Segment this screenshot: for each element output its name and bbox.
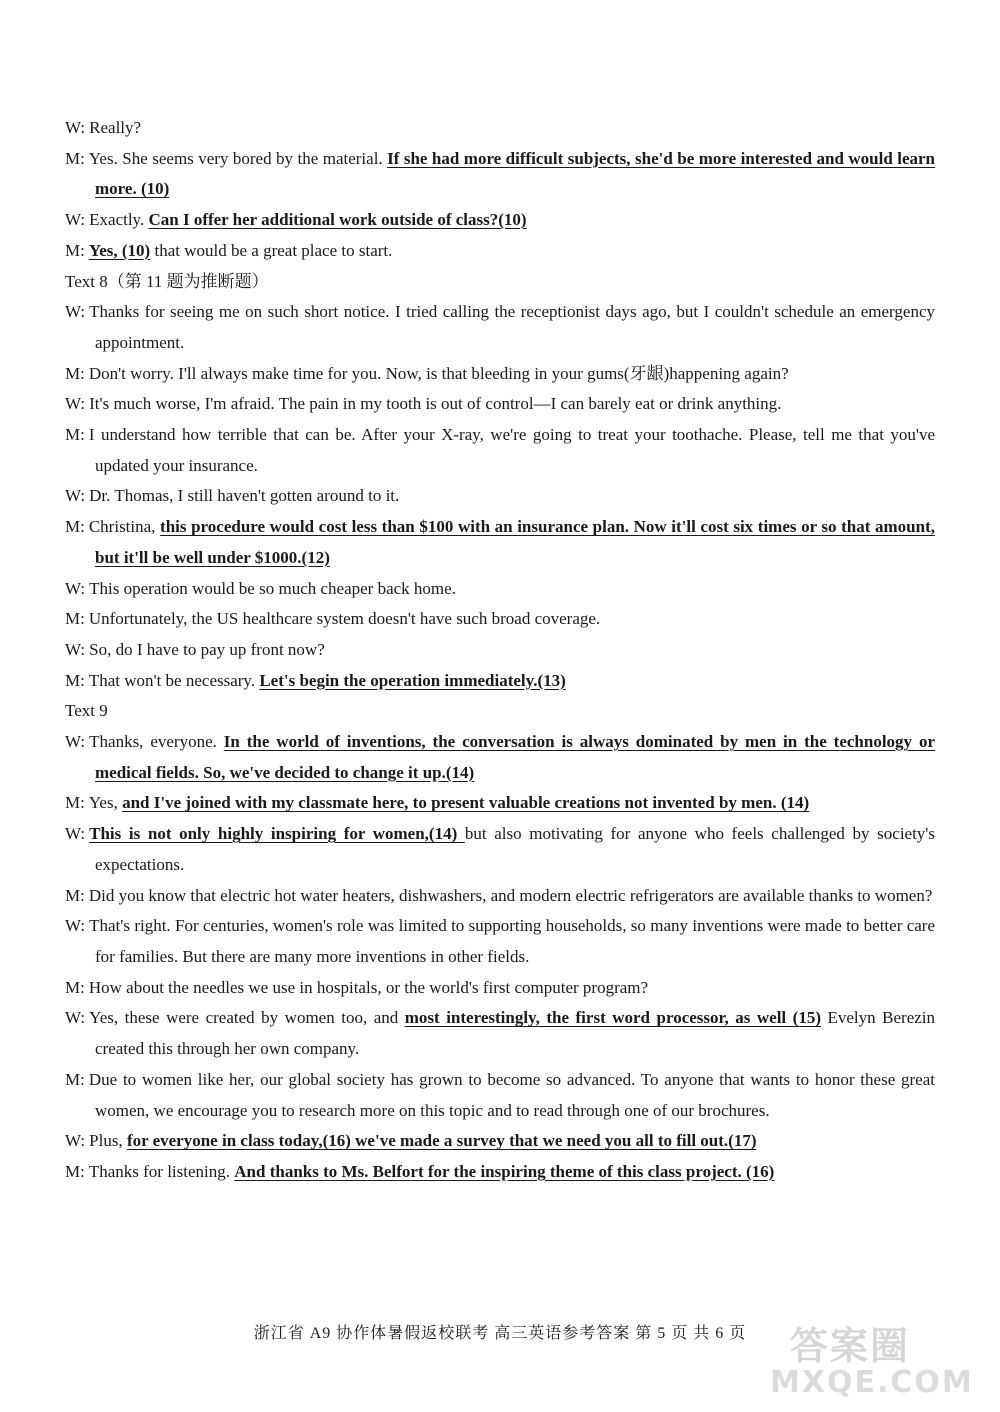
- speaker-label: W:: [65, 1131, 86, 1151]
- dialogue-text: Text 9: [65, 701, 108, 721]
- dialogue-text: Really?: [89, 118, 142, 137]
- dialogue-line: [65, 236, 935, 267]
- dialogue-text: Exactly.: [89, 210, 149, 230]
- speaker-label: M:: [65, 885, 85, 905]
- dialogue-text: but also motivating for anyone who feels challenged by society's expectations.: [95, 824, 935, 874]
- dialogue-line: [65, 297, 935, 358]
- speaker-label: W:: [65, 578, 86, 598]
- watermark-logo: [770, 1315, 980, 1410]
- speaker-label: W:: [65, 394, 86, 414]
- dialogue-text: So, do I have to pay up front now?: [89, 639, 325, 659]
- dialogue-line: [65, 1065, 935, 1126]
- speaker-label: M:: [65, 1161, 85, 1181]
- dialogue-text: Plus,: [89, 1131, 127, 1151]
- answer-key-text: and I've joined with my classmate here, to present valuable creations not invented by men. (14): [122, 793, 810, 813]
- answer-key-text: If she had more difficult subjects, she'd be more interested and would learn more. (10): [95, 148, 935, 199]
- dialogue-text: Due to women like her, our global society has grown to become so advanced. To anyone that wants to honor these great women, we encourage you to research more on this topic and to read through one of our brochures.: [88, 1069, 935, 1120]
- dialogue-text: Don't worry. I'll always make time for you. Now, is that bleeding in your gums(牙龈)happening again?: [88, 363, 789, 383]
- speaker-label: M:: [65, 1069, 85, 1089]
- answer-key-text: Can I offer her additional work outside of class?(10): [148, 210, 527, 230]
- speaker-label: M:: [65, 363, 85, 383]
- section-heading: [65, 267, 935, 298]
- dialogue-text: Yes. She seems very bored by the material.: [88, 148, 388, 168]
- speaker-label: M:: [65, 148, 85, 168]
- dialogue-line: [65, 113, 935, 144]
- dialogue-line: [65, 819, 935, 880]
- dialogue-line: [65, 389, 935, 420]
- dialogue-text: Text 8（第 11 题为推断题）: [65, 271, 269, 291]
- dialogue-text: Yes,: [88, 793, 123, 813]
- dialogue-line: [65, 788, 935, 819]
- dialogue-text: Thanks, everyone.: [89, 732, 224, 752]
- dialogue-text: How about the needles we use in hospitals, or the world's first computer program?: [88, 977, 649, 997]
- speaker-label: M:: [65, 609, 85, 629]
- answer-key-text: this procedure would cost less than $100 with an insurance plan. Now it'll cost six times or so that amount, but it'll be well under $1000.(12): [95, 517, 935, 567]
- dialogue-text: Thanks for listening.: [88, 1161, 235, 1181]
- answer-key-text: Let's begin the operation immediately.(13): [259, 670, 566, 690]
- answer-key-text: And thanks to Ms. Belfort for the inspiring theme of this class project. (16): [234, 1161, 775, 1181]
- speaker-label: W:: [65, 486, 86, 506]
- watermark-top: 答案圈: [790, 1324, 911, 1368]
- dialogue-line: [65, 881, 935, 912]
- dialogue-text: Did you know that electric hot water heaters, dishwashers, and modern electric refrigerators are available thanks to women?: [88, 885, 933, 905]
- dialogue-line: [65, 481, 935, 512]
- dialogue-text: Evelyn Berezin created this through her own company.: [95, 1008, 936, 1059]
- dialogue-line: [65, 359, 935, 390]
- section-heading: [65, 696, 935, 727]
- dialogue-line: [65, 911, 935, 972]
- dialogue-line: [65, 666, 935, 697]
- speaker-label: W:: [65, 1008, 86, 1028]
- speaker-label: W:: [65, 302, 86, 322]
- dialogue-line: [65, 1157, 935, 1188]
- dialogue-line: [65, 1126, 935, 1157]
- dialogue-text: that would be a great place to start.: [150, 240, 393, 260]
- speaker-label: M:: [65, 670, 85, 690]
- document-body: [65, 113, 935, 1188]
- dialogue-line: [65, 512, 935, 573]
- dialogue-line: [65, 635, 935, 666]
- dialogue-line: [65, 973, 935, 1004]
- answer-key-text: for everyone in class today,(16) we've made a survey that we need you all to fill out.(17): [126, 1131, 757, 1151]
- page-footer: 浙江省 A9 协作体暑假返校联考 高三英语参考答案 第 5 页 共 6 页: [253, 1325, 747, 1342]
- speaker-label: W:: [65, 732, 86, 752]
- dialogue-line: [65, 1003, 935, 1064]
- dialogue-line: [65, 574, 935, 605]
- dialogue-line: [65, 420, 935, 481]
- dialogue-text: That won't be necessary.: [88, 670, 260, 690]
- watermark-bottom: MXQE.COM: [770, 1365, 974, 1400]
- dialogue-text: Thanks for seeing me on such short notice. I tried calling the receptionist days ago, but I couldn't schedule an emergency appointment.: [89, 302, 935, 352]
- speaker-label: W:: [65, 118, 86, 137]
- dialogue-line: [65, 604, 935, 635]
- dialogue-line: [65, 144, 935, 205]
- answer-key-text: Yes, (10): [88, 240, 151, 260]
- answer-key-text: most interestingly, the first word processor, as well (15): [404, 1008, 821, 1028]
- speaker-label: M:: [65, 977, 85, 997]
- dialogue-line: [65, 727, 935, 788]
- speaker-label: W:: [65, 916, 86, 936]
- dialogue-text: That's right. For centuries, women's role was limited to supporting households, so many inventions were made to better care for families. But there are many more inventions in other fields.: [89, 916, 935, 966]
- dialogue-text: This operation would be so much cheaper back home.: [89, 578, 456, 598]
- speaker-label: M:: [65, 425, 85, 445]
- dialogue-text: Christina,: [88, 517, 161, 537]
- dialogue-text: Unfortunately, the US healthcare system doesn't have such broad coverage.: [88, 609, 601, 629]
- speaker-label: W:: [65, 210, 86, 230]
- dialogue-text: It's much worse, I'm afraid. The pain in my tooth is out of control—I can barely eat or drink anything.: [89, 394, 782, 414]
- speaker-label: M:: [65, 240, 85, 260]
- speaker-label: W:: [65, 639, 86, 659]
- speaker-label: W:: [65, 824, 86, 844]
- dialogue-line: [65, 205, 935, 236]
- dialogue-text: I understand how terrible that can be. After your X-ray, we're going to treat your toothache. Please, tell me that you've updated your insurance.: [88, 425, 935, 475]
- dialogue-text: Dr. Thomas, I still haven't gotten around to it.: [89, 486, 400, 506]
- answer-key-text: This is not only highly inspiring for women,(14): [89, 824, 465, 844]
- speaker-label: M:: [65, 517, 85, 537]
- speaker-label: M:: [65, 793, 85, 813]
- answer-key-text: In the world of inventions, the conversation is always dominated by men in the technology or medical fields. So, we've decided to change it up.(14): [95, 732, 935, 782]
- dialogue-text: Yes, these were created by women too, and: [89, 1008, 405, 1028]
